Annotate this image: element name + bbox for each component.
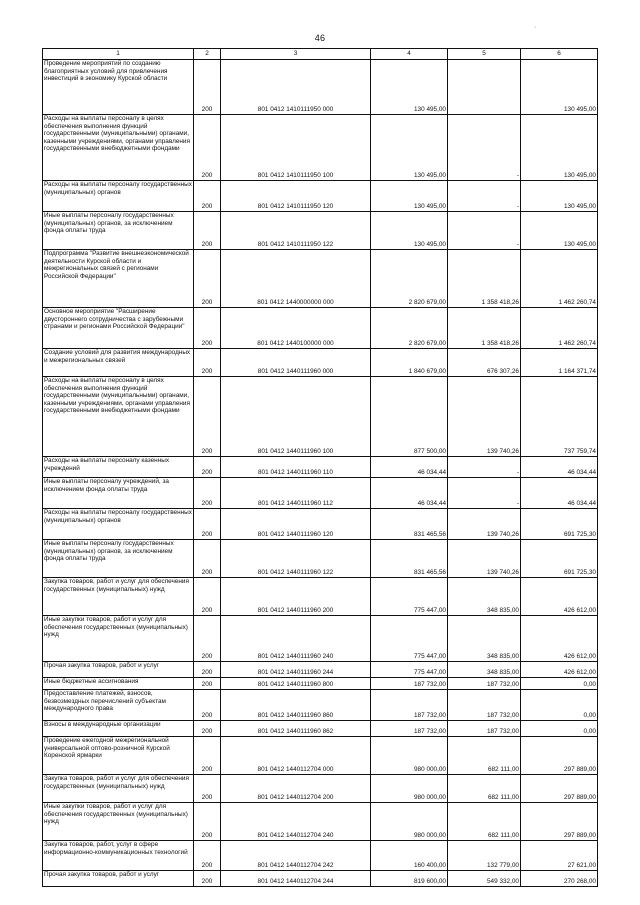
table-row (43, 509, 598, 540)
table-row (43, 115, 598, 181)
header-col-5: 5 (448, 49, 521, 60)
row-value-col4: 980 000,00 (371, 775, 448, 803)
table-row (43, 721, 598, 737)
row-value-col4: 831 465,56 (371, 509, 448, 540)
row-value-col5: 139 740,26 (448, 540, 521, 578)
row-name: Создание условий для развития международных и межрегиональных связей (43, 349, 194, 377)
row-name: Расходы на выплаты персоналу государственных (муниципальных) органов (43, 509, 194, 540)
row-classification: 801 0412 1440111960 112 (221, 478, 371, 509)
row-code: 200 (194, 478, 221, 509)
row-classification: 801 0412 1440111960 240 (221, 616, 371, 662)
table-row (43, 540, 598, 578)
row-name: Иные выплаты персоналу государственных (муниципальных) органов, за исключением фонда оплаты труда (43, 540, 194, 578)
row-value-col4: 187 732,00 (371, 721, 448, 737)
row-name: Расходы на выплаты персоналу в целях обеспечения выполнения функций государственными (муниципальными) органами, казенными учреждениями, органами управления государственными внебюджетными фондами (43, 115, 194, 181)
row-classification: 801 0412 1440112704 000 (221, 737, 371, 775)
table-row (43, 349, 598, 377)
table-row (43, 662, 598, 678)
table-row (43, 578, 598, 616)
row-classification: 801 0412 1440111960 800 (221, 678, 371, 690)
row-name: Иные выплаты персоналу учреждений, за исключением фонда оплаты труда (43, 478, 194, 509)
page-number: 46 (314, 33, 326, 43)
row-classification: 801 0412 1440111960 100 (221, 377, 371, 457)
row-value-col6: 130 495,00 (521, 181, 598, 212)
row-value-col5: 1 358 418,26 (448, 250, 521, 308)
row-value-col4: 980 000,00 (371, 737, 448, 775)
row-value-col5: 187 732,00 (448, 690, 521, 721)
table-body (43, 60, 598, 887)
row-value-col5: 187 732,00 (448, 721, 521, 737)
row-value-col5: 139 740,26 (448, 509, 521, 540)
row-value-col6: 297 889,00 (521, 803, 598, 841)
row-value-col5: - (448, 457, 521, 478)
row-code: 200 (194, 181, 221, 212)
row-name: Иные выплаты персоналу государственных (муниципальных) органов, за исключением фонда оплаты труда (43, 212, 194, 250)
header-col-3: 3 (221, 49, 371, 60)
row-value-col5: 348 835,00 (448, 578, 521, 616)
row-code: 200 (194, 803, 221, 841)
row-name: Взносы в международные организации (43, 721, 194, 737)
row-classification: 801 0412 1410111950 122 (221, 212, 371, 250)
row-value-col6: 0,00 (521, 678, 598, 690)
row-classification: 801 0412 1440000000 000 (221, 250, 371, 308)
scan-mark: · (534, 24, 537, 31)
row-code: 200 (194, 871, 221, 887)
table-row (43, 871, 598, 887)
budget-table (42, 48, 598, 887)
row-name: Расходы на выплаты персоналу казенных учреждений (43, 457, 194, 478)
row-classification: 801 0412 1440100000 000 (221, 308, 371, 349)
row-name: Проведение мероприятий по созданию благоприятных условий для привлечения инвестиций в экономику Курской области (43, 60, 194, 115)
row-value-col6: 297 889,00 (521, 737, 598, 775)
row-value-col4: 980 000,00 (371, 803, 448, 841)
row-value-col5: - (448, 181, 521, 212)
row-value-col4: 46 034,44 (371, 478, 448, 509)
table-row (43, 616, 598, 662)
header-col-6: 6 (521, 49, 598, 60)
row-value-col5: 549 332,00 (448, 871, 521, 887)
row-value-col6: 297 889,00 (521, 775, 598, 803)
row-name: Расходы на выплаты персоналу в целях обеспечения выполнения функций государственными (муниципальными) органами, казенными учреждениями, органами управления государственными внебюджетными фондами (43, 377, 194, 457)
row-name: Основное мероприятие "Расширение двустороннего сотрудничества с зарубежными странами и регионами Российской Федерации" (43, 308, 194, 349)
row-code: 200 (194, 377, 221, 457)
row-code: 200 (194, 349, 221, 377)
table-row (43, 377, 598, 457)
row-code: 200 (194, 540, 221, 578)
row-value-col4: 130 495,00 (371, 60, 448, 115)
row-value-col6: 270 268,00 (521, 871, 598, 887)
row-value-col5: 1 358 418,26 (448, 308, 521, 349)
row-value-col4: 877 500,00 (371, 377, 448, 457)
row-code: 200 (194, 115, 221, 181)
header-col-1: 1 (43, 49, 194, 60)
row-value-col5: - (448, 115, 521, 181)
row-code: 200 (194, 841, 221, 871)
row-value-col6: 1 462 260,74 (521, 250, 598, 308)
row-name: Прочая закупка товаров, работ и услуг (43, 871, 194, 887)
row-code: 200 (194, 509, 221, 540)
table-row (43, 308, 598, 349)
row-value-col5: 682 111,00 (448, 775, 521, 803)
row-classification: 801 0412 1440111960 110 (221, 457, 371, 478)
row-value-col6: 130 495,00 (521, 212, 598, 250)
table-row (43, 212, 598, 250)
table-row (43, 737, 598, 775)
row-name: Подпрограмма "Развитие внешнеэкономической деятельности Курской области и межрегиональных связей с регионами Российской Федерации" (43, 250, 194, 308)
row-classification: 801 0412 1410111950 100 (221, 115, 371, 181)
row-code: 200 (194, 212, 221, 250)
row-classification: 801 0412 1440112704 244 (221, 871, 371, 887)
row-code: 200 (194, 737, 221, 775)
header-col-4: 4 (371, 49, 448, 60)
row-value-col4: 775 447,00 (371, 578, 448, 616)
row-value-col6: 737 759,74 (521, 377, 598, 457)
row-value-col5 (448, 60, 521, 115)
row-name: Расходы на выплаты персоналу государственных (муниципальных) органов (43, 181, 194, 212)
row-value-col6: 130 495,00 (521, 60, 598, 115)
row-value-col6: 27 621,00 (521, 841, 598, 871)
table-row (43, 457, 598, 478)
row-value-col4: 187 732,00 (371, 690, 448, 721)
row-value-col6: 426 612,00 (521, 578, 598, 616)
row-value-col5: - (448, 478, 521, 509)
row-classification: 801 0412 1410111950 120 (221, 181, 371, 212)
row-value-col5: 348 835,00 (448, 616, 521, 662)
row-value-col4: 831 465,56 (371, 540, 448, 578)
row-value-col4: 819 600,00 (371, 871, 448, 887)
row-classification: 801 0412 1440111960 000 (221, 349, 371, 377)
row-value-col5: 348 835,00 (448, 662, 521, 678)
row-value-col4: 46 034,44 (371, 457, 448, 478)
row-classification: 801 0412 1440112704 200 (221, 775, 371, 803)
row-value-col6: 426 612,00 (521, 662, 598, 678)
row-code: 200 (194, 616, 221, 662)
row-value-col6: 1 164 371,74 (521, 349, 598, 377)
row-value-col6: 46 034,44 (521, 457, 598, 478)
row-code: 200 (194, 775, 221, 803)
row-classification: 801 0412 1440111960 200 (221, 578, 371, 616)
row-value-col6: 0,00 (521, 721, 598, 737)
row-value-col4: 130 495,00 (371, 212, 448, 250)
table-row (43, 60, 598, 115)
table-row (43, 690, 598, 721)
header-row (43, 49, 598, 60)
row-name: Прочая закупка товаров, работ и услуг (43, 662, 194, 678)
row-code: 200 (194, 678, 221, 690)
row-code: 200 (194, 457, 221, 478)
row-value-col6: 46 034,44 (521, 478, 598, 509)
table-row (43, 181, 598, 212)
row-code: 200 (194, 250, 221, 308)
row-value-col5: 682 111,00 (448, 803, 521, 841)
row-classification: 801 0412 1440112704 240 (221, 803, 371, 841)
row-value-col4: 187 732,00 (371, 678, 448, 690)
row-name: Проведение ежегодной межрегиональной универсальной оптово-розничной Курской Коренской ярмарки (43, 737, 194, 775)
row-code: 200 (194, 721, 221, 737)
table-row (43, 775, 598, 803)
row-code: 200 (194, 60, 221, 115)
row-value-col6: 426 612,00 (521, 616, 598, 662)
row-value-col5: 132 779,00 (448, 841, 521, 871)
row-name: Иные бюджетные ассигнования (43, 678, 194, 690)
row-classification: 801 0412 1440111960 122 (221, 540, 371, 578)
row-code: 200 (194, 690, 221, 721)
table-row (43, 478, 598, 509)
table-row (43, 678, 598, 690)
row-value-col5: 139 740,26 (448, 377, 521, 457)
table-row (43, 250, 598, 308)
row-code: 200 (194, 308, 221, 349)
row-value-col4: 2 820 679,00 (371, 250, 448, 308)
row-value-col6: 130 495,00 (521, 115, 598, 181)
row-classification: 801 0412 1440111960 860 (221, 690, 371, 721)
table-row (43, 841, 598, 871)
row-value-col4: 1 840 679,00 (371, 349, 448, 377)
row-value-col4: 775 447,00 (371, 616, 448, 662)
row-value-col5: 676 307,26 (448, 349, 521, 377)
row-name: Иные закупки товаров, работ и услуг для обеспечения государственных (муниципальных) нужд (43, 616, 194, 662)
row-value-col5: - (448, 212, 521, 250)
row-classification: 801 0412 1440111960 862 (221, 721, 371, 737)
row-value-col4: 130 495,00 (371, 115, 448, 181)
row-code: 200 (194, 578, 221, 616)
table-row (43, 803, 598, 841)
row-name: Закупка товаров, работ и услуг для обеспечения государственных (муниципальных) нужд (43, 775, 194, 803)
row-value-col6: 691 725,30 (521, 509, 598, 540)
row-classification: 801 0412 1440112704 242 (221, 841, 371, 871)
row-value-col4: 160 400,00 (371, 841, 448, 871)
row-name: Закупка товаров, работ и услуг для обеспечения государственных (муниципальных) нужд (43, 578, 194, 616)
row-name: Закупка товаров, работ, услуг в сфере информационно-коммуникационных технологий (43, 841, 194, 871)
row-value-col4: 130 495,00 (371, 181, 448, 212)
row-value-col4: 775 447,00 (371, 662, 448, 678)
row-name: Иные закупки товаров, работ и услуг для обеспечения государственных (муниципальных) нужд (43, 803, 194, 841)
row-value-col5: 187 732,00 (448, 678, 521, 690)
row-code: 200 (194, 662, 221, 678)
row-value-col6: 1 462 260,74 (521, 308, 598, 349)
row-classification: 801 0412 1410111950 000 (221, 60, 371, 115)
row-classification: 801 0412 1440111960 244 (221, 662, 371, 678)
row-value-col4: 2 820 679,00 (371, 308, 448, 349)
row-value-col5: 682 111,00 (448, 737, 521, 775)
row-name: Предоставление платежей, взносов, безвозмездных перечислений субъектам международного права (43, 690, 194, 721)
header-col-2: 2 (194, 49, 221, 60)
row-value-col6: 691 725,30 (521, 540, 598, 578)
row-classification: 801 0412 1440111960 120 (221, 509, 371, 540)
row-value-col6: 0,00 (521, 690, 598, 721)
